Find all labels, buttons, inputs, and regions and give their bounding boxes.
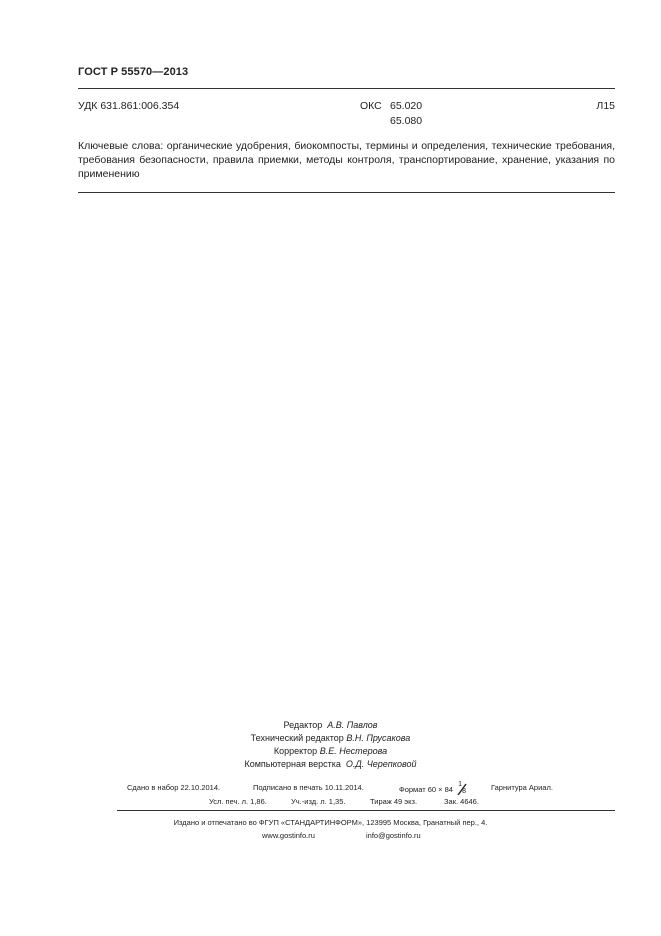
keywords-paragraph: Ключевые слова: органические удобрения, биокомпосты, термины и определения, технические требования, требования безопасности, правила приемки, методы контроля, транспортирование, хранение, указания по применению [78, 140, 615, 180]
header-divider [78, 88, 615, 89]
credit-person: В.Н. Прусакова [346, 733, 411, 743]
group-code: Л15 [596, 100, 615, 112]
credit-person: А.В. Павлов [327, 720, 378, 730]
format-fraction [455, 783, 467, 795]
credit-role: Корректор [273, 746, 318, 756]
oks-code-2: 65.080 [390, 115, 423, 127]
publisher-line: Издано и отпечатано во ФГУП «СТАНДАРТИНФОРМ», 123995 Москва, Гранатный пер., 4. [173, 818, 488, 827]
fraction-denominator: 8 [462, 788, 466, 795]
credit-layout [0, 759, 661, 769]
credit-role: Технический редактор [250, 733, 344, 743]
keywords-divider [78, 192, 615, 193]
imprint-order: Зак. 4646. [444, 797, 479, 806]
credit-person: В.Е. Нестерова [319, 746, 388, 756]
oks-code-1: 65.020 [390, 100, 423, 112]
imprint-format [399, 783, 467, 795]
imprint-divider [117, 810, 615, 811]
publisher-website[interactable]: www.gostinfo.ru [262, 831, 315, 840]
imprint-signed: Подписано в печать 10.11.2014. [253, 783, 364, 792]
credit-role: Редактор [283, 720, 323, 730]
credit-editor [0, 720, 661, 730]
imprint-print-sheets: Усл. печ. л. 1,86. [209, 797, 267, 806]
format-text: Формат 60 × 84 [399, 785, 453, 794]
udk-code: УДК 631.861:006.354 [78, 100, 180, 112]
credit-tech-editor [0, 733, 661, 743]
imprint-sent: Сдано в набор 22.10.2014. [127, 783, 221, 792]
oks-label: ОКС [360, 100, 382, 112]
imprint-font: Гарнитура Ариал. [491, 783, 553, 792]
credit-person: О.Д. Черепковой [345, 759, 417, 769]
imprint-pub-sheets: Уч.-изд. л. 1,35. [291, 797, 346, 806]
credit-role: Компьютерная верстка [244, 759, 341, 769]
imprint-run: Тираж 49 экз. [370, 797, 418, 806]
fraction-numerator: 1 [458, 781, 462, 788]
publisher-email[interactable]: info@gostinfo.ru [366, 831, 421, 840]
credit-corrector [0, 746, 661, 756]
document-number: ГОСТ Р 55570—2013 [78, 66, 189, 78]
